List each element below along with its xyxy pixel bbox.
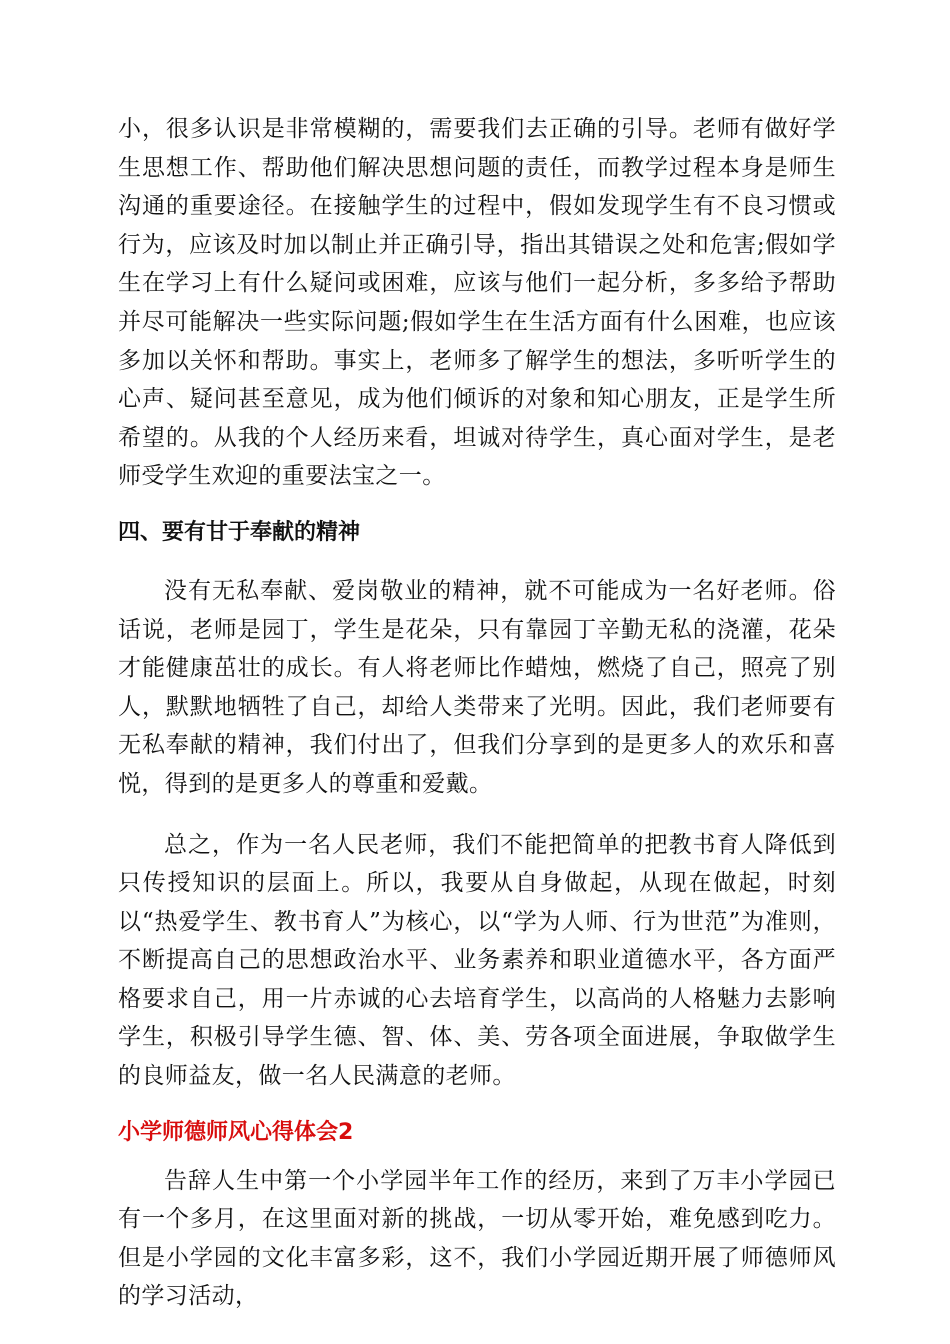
paragraph-dedication: 没有无私奉献、爱岗敬业的精神，就不可能成为一名好老师。俗话说，老师是园丁，学生是花朵，只有靠园丁辛勤无私的浇灌，花朵才能健康茁壮的成长。有人将老师比作蜡烛，燃烧了自己，照亮了别人，默默地牺牲了自己，却给人类带来了光明。因此，我们老师要有无私奉献的精神，我们付出了，但我们分享到的是更多人的欢乐和喜悦，得到的是更多人的尊重和爱戴。 [118,577,836,797]
document-body [118,110,836,1316]
paragraph-continuation: 小，很多认识是非常模糊的，需要我们去正确的引导。老师有做好学生思想工作、帮助他们解决思想问题的责任，而教学过程本身是师生沟通的重要途径。在接触学生的过程中，假如发现学生有不良习惯或行为，应该及时加以制止并正确引导，指出其错误之处和危害;假如学生在学习上有什么疑问或困难，应该与他们一起分析，多多给予帮助并尽可能解决一些实际问题;假如学生在生活方面有什么困难，也应该多加以关怀和帮助。事实上，老师多了解学生的想法，多听听学生的心声、疑问甚至意见，成为他们倾诉的对象和知心朋友，正是学生所希望的。从我的个人经历来看，坦诚对待学生，真心面对学生，是老师受学生欢迎的重要法宝之一。 [118,116,836,490]
article-title: 小学师德师风心得体会2 [118,1119,354,1145]
paragraph-conclusion: 总之，作为一名人民老师，我们不能把简单的把教书育人降低到只传授知识的层面上。所以，我要从自身做起，从现在做起，时刻以“热爱学生、教书育人”为核心，以“学为人师、行为世范”为准则，不断提高自己的思想政治水平、业务素养和职业道德水平，各方面严格要求自己，用一片赤诚的心去培育学生，以高尚的人格魅力去影响学生，积极引导学生德、智、体、美、劳各项全面进展，争取做学生的良师益友，做一名人民满意的老师。 [118,831,836,1090]
section-heading-dedication: 四、要有甘于奉献的精神 [118,519,361,545]
paragraph-article-2-intro: 告辞人生中第一个小学园半年工作的经历，来到了万丰小学园已有一个多月，在这里面对新的挑战，一切从零开始，难免感到吃力。但是小学园的文化丰富多彩，这不，我们小学园近期开展了师德师风的学习活动， [118,1167,836,1310]
